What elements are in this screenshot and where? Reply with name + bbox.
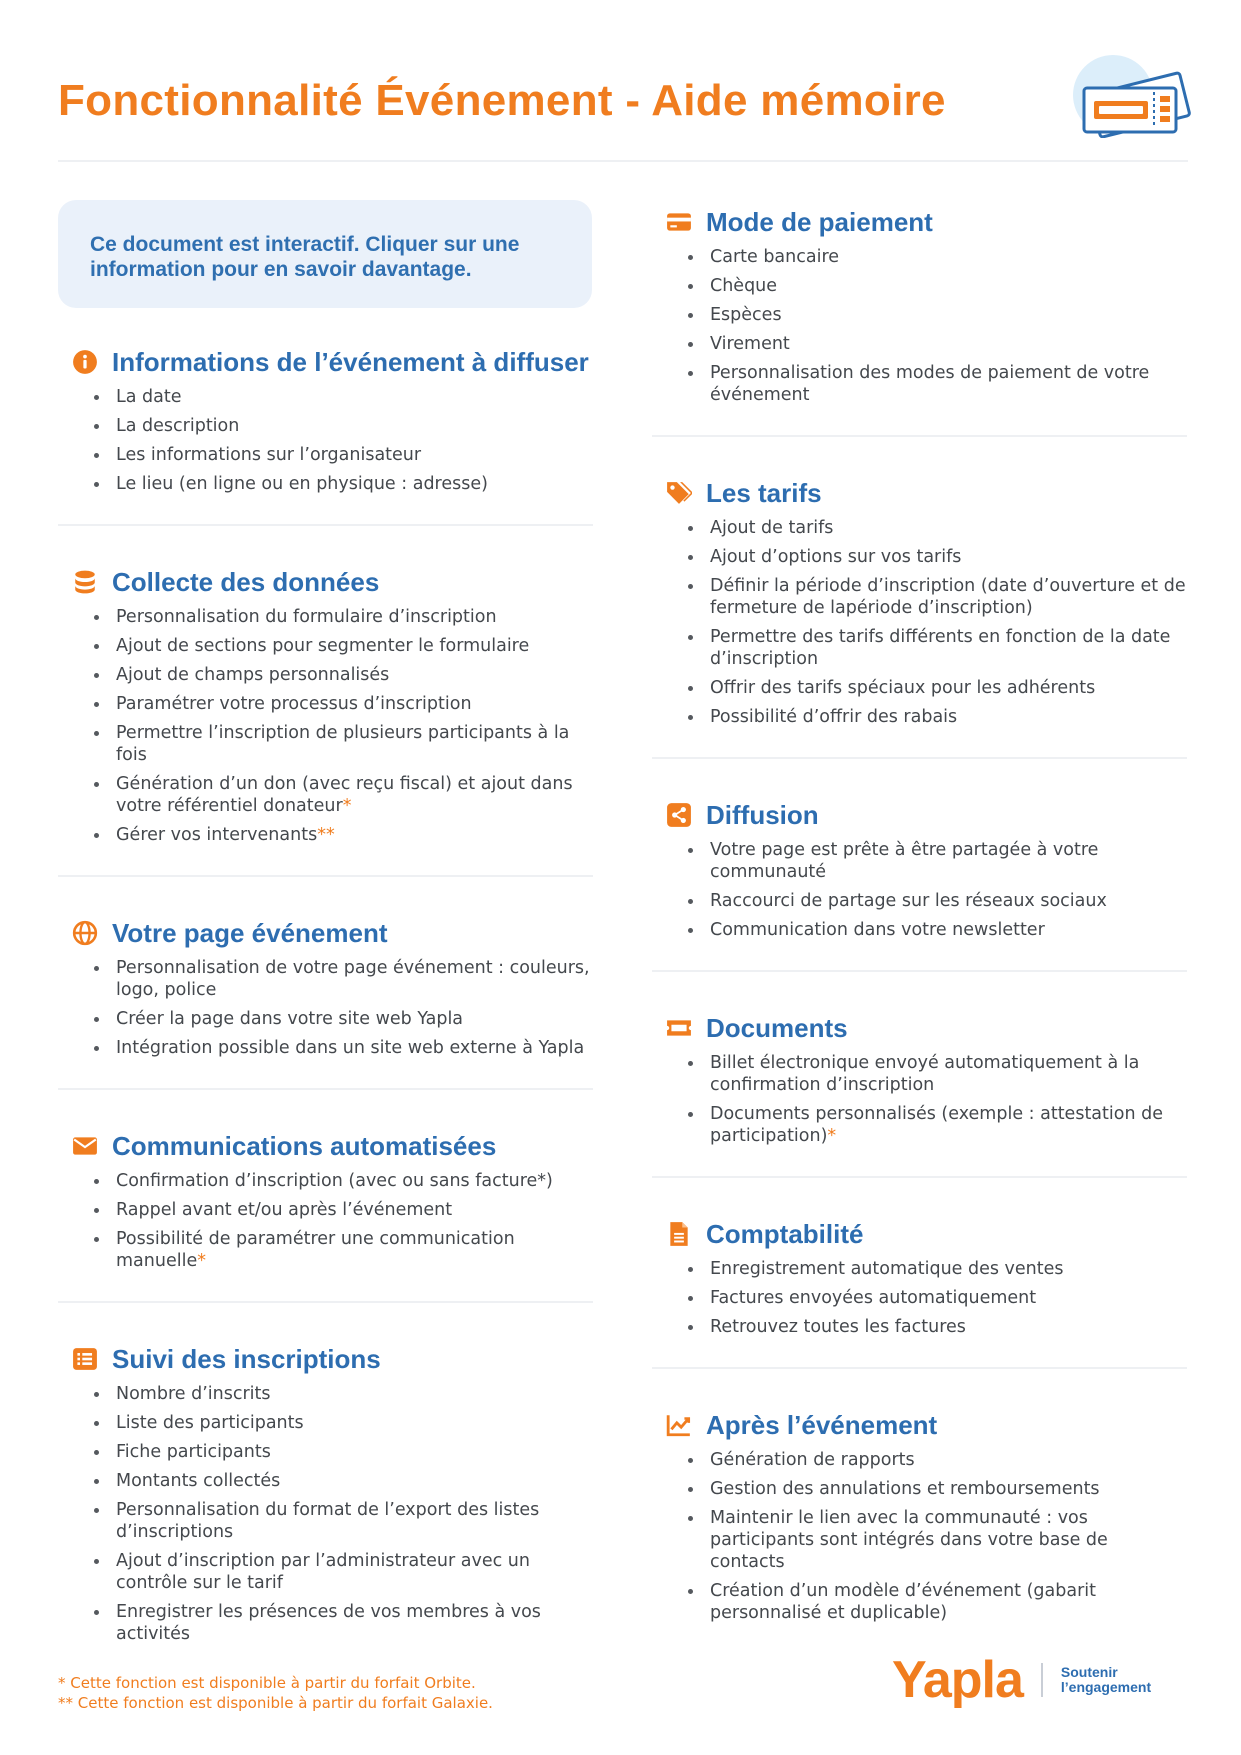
feature-item[interactable] — [94, 1441, 593, 1463]
section-les-tarifs — [652, 461, 1187, 759]
section-suivi-des-inscriptions — [58, 1327, 593, 1674]
feature-text: Permettre des tarifs différents en fonction de la date d’inscription — [710, 627, 1171, 669]
feature-text: Rappel avant et/ou après l’événement — [116, 1200, 453, 1220]
feature-item[interactable] — [94, 664, 593, 686]
section-header[interactable] — [652, 1405, 1187, 1445]
feature-item[interactable] — [94, 606, 593, 628]
feature-item[interactable] — [94, 635, 593, 657]
header-divider — [58, 160, 1188, 162]
envelope-icon — [72, 1133, 98, 1159]
section-header[interactable] — [652, 795, 1187, 835]
section-title: Diffusion — [706, 799, 819, 830]
feature-item[interactable] — [94, 1383, 593, 1405]
feature-item[interactable] — [688, 1258, 1187, 1280]
feature-item[interactable] — [94, 722, 593, 766]
feature-item[interactable] — [94, 824, 593, 846]
feature-item[interactable] — [94, 957, 593, 1001]
feature-list — [58, 606, 593, 846]
feature-text: Espèces — [710, 305, 782, 325]
feature-item[interactable] — [688, 546, 1187, 568]
feature-text: Personnalisation des modes de paiement de votre événement — [710, 363, 1150, 405]
section-header[interactable] — [58, 1339, 593, 1379]
feature-list — [652, 1052, 1187, 1147]
feature-item[interactable] — [688, 1316, 1187, 1338]
database-icon — [72, 569, 98, 595]
section-informations-de-l-evenement-a-diffuser — [58, 330, 593, 526]
section-header[interactable] — [58, 1126, 593, 1166]
section-title: Mode de paiement — [706, 206, 933, 237]
feature-item[interactable] — [688, 919, 1187, 941]
section-title: Documents — [706, 1012, 848, 1043]
section-header[interactable] — [652, 473, 1187, 513]
feature-item[interactable] — [94, 1170, 593, 1192]
feature-text: Raccourci de partage sur les réseaux sociaux — [710, 891, 1107, 911]
plan-asterisk: * — [197, 1251, 206, 1271]
feature-item[interactable] — [688, 1507, 1187, 1573]
intro-text: Ce document est interactif. Cliquer sur une information pour en savoir davantage. — [90, 233, 520, 281]
footnote-orbite: * Cette fonction est disponible à partir du forfait Orbite. — [58, 1674, 476, 1692]
feature-item[interactable] — [688, 333, 1187, 355]
feature-item[interactable] — [688, 1478, 1187, 1500]
feature-text: Ajout de sections pour segmenter le formulaire — [116, 636, 530, 656]
section-header[interactable] — [652, 1214, 1187, 1254]
section-title: Les tarifs — [706, 477, 822, 508]
feature-text: Billet électronique envoyé automatiquement à la confirmation d’inscription — [710, 1053, 1140, 1095]
feature-text: Nombre d’inscrits — [116, 1384, 271, 1404]
feature-text: Liste des participants — [116, 1413, 304, 1433]
feature-text: Chèque — [710, 276, 778, 296]
feature-item[interactable] — [688, 517, 1187, 539]
section-mode-de-paiement — [652, 190, 1187, 437]
section-header[interactable] — [652, 202, 1187, 242]
feature-text: La description — [116, 416, 240, 436]
feature-item[interactable] — [688, 275, 1187, 297]
section-documents — [652, 996, 1187, 1178]
feature-text: Personnalisation de votre page événement : couleurs, logo, police — [116, 958, 590, 1000]
section-comptabilite — [652, 1202, 1187, 1369]
feature-text: Permettre l’inscription de plusieurs participants à la fois — [116, 723, 570, 765]
feature-item[interactable] — [688, 304, 1187, 326]
feature-text: Intégration possible dans un site web externe à Yapla — [116, 1038, 585, 1058]
feature-list — [652, 246, 1187, 406]
logo-divider — [1041, 1663, 1043, 1697]
tags-icon — [666, 480, 692, 506]
left-column — [58, 330, 593, 1674]
section-title: Comptabilité — [706, 1218, 864, 1249]
feature-list — [58, 1383, 593, 1645]
logo-tagline: Soutenir l’engagement — [1060, 1664, 1152, 1695]
feature-text: Offrir des tarifs spéciaux pour les adhérents — [710, 678, 1096, 698]
feature-item[interactable] — [94, 1008, 593, 1030]
feature-text: Ajout d’inscription par l’administrateur avec un contrôle sur le tarif — [116, 1551, 530, 1593]
feature-item[interactable] — [688, 706, 1187, 728]
feature-text: Possibilité de paramétrer une communication manuelle — [116, 1229, 515, 1271]
plan-asterisk: ** — [317, 825, 335, 845]
footnote-galaxie: ** Cette fonction est disponible à partir du forfait Galaxie. — [58, 1694, 493, 1712]
feature-item[interactable] — [688, 1287, 1187, 1309]
feature-text: Confirmation d’inscription (avec ou sans facture*) — [116, 1171, 553, 1191]
feature-list — [58, 957, 593, 1059]
section-votre-page-evenement — [58, 901, 593, 1090]
feature-text: Personnalisation du format de l’export des listes d’inscriptions — [116, 1500, 540, 1542]
chart-line-icon — [666, 1412, 692, 1438]
feature-text: Ajout d’options sur vos tarifs — [710, 547, 962, 567]
feature-list — [58, 1170, 593, 1272]
feature-item[interactable] — [94, 1550, 593, 1594]
feature-text: Retrouvez toutes les factures — [710, 1317, 966, 1337]
feature-item[interactable] — [688, 839, 1187, 883]
feature-item[interactable] — [94, 1470, 593, 1492]
feature-text: Définir la période d’inscription (date d’ouverture et de fermeture de lapériode d’inscription) — [710, 576, 1186, 618]
feature-item[interactable] — [688, 677, 1187, 699]
section-apres-l-evenement — [652, 1393, 1187, 1653]
feature-item[interactable] — [688, 626, 1187, 670]
section-header[interactable] — [58, 913, 593, 953]
feature-item[interactable] — [94, 1037, 593, 1059]
feature-item[interactable] — [94, 693, 593, 715]
plan-asterisk: * — [342, 796, 352, 816]
yapla-logo[interactable] — [892, 1650, 1151, 1710]
feature-text: Gestion des annulations et remboursements — [710, 1479, 1100, 1499]
section-header[interactable] — [652, 1008, 1187, 1048]
feature-item[interactable] — [94, 444, 593, 466]
section-communications-automatisees — [58, 1114, 593, 1303]
feature-text: Documents personnalisés (exemple : attestation de participation) — [710, 1104, 1163, 1146]
list-icon — [72, 1346, 98, 1372]
feature-text: La date — [116, 387, 182, 407]
feature-list — [652, 517, 1187, 728]
feature-text: Carte bancaire — [710, 247, 840, 267]
feature-item[interactable] — [94, 773, 593, 817]
feature-text: Création d’un modèle d’événement (gabarit personnalisé et duplicable) — [710, 1581, 1096, 1623]
section-title: Communications automatisées — [112, 1130, 497, 1161]
feature-text: Enregistrer les présences de vos membres à vos activités — [116, 1602, 541, 1644]
feature-list — [652, 839, 1187, 941]
feature-text: Ajout de tarifs — [710, 518, 834, 538]
feature-text: Génération de rapports — [710, 1450, 915, 1470]
feature-item[interactable] — [94, 1601, 593, 1645]
section-title: Suivi des inscriptions — [112, 1343, 381, 1374]
feature-text: Paramétrer votre processus d’inscription — [116, 694, 472, 714]
feature-text: Montants collectés — [116, 1471, 281, 1491]
feature-item[interactable] — [94, 473, 593, 495]
section-header[interactable] — [58, 562, 593, 602]
feature-text: Communication dans votre newsletter — [710, 920, 1045, 940]
info-circle-icon — [72, 349, 98, 375]
section-collecte-des-donnees — [58, 550, 593, 877]
feature-item[interactable] — [94, 415, 593, 437]
feature-text: Virement — [710, 334, 790, 354]
feature-item[interactable] — [94, 1499, 593, 1543]
page-title: Fonctionnalité Événement - Aide mémoire — [58, 76, 946, 125]
feature-item[interactable] — [94, 1199, 593, 1221]
section-title: Après l’événement — [706, 1409, 938, 1440]
section-diffusion — [652, 783, 1187, 972]
feature-text: Personnalisation du formulaire d’inscription — [116, 607, 497, 627]
feature-item[interactable] — [688, 1580, 1187, 1624]
feature-text: Possibilité d’offrir des rabais — [710, 707, 958, 727]
logo-wordmark: Yapla — [892, 1651, 1023, 1709]
feature-text: Les informations sur l’organisateur — [116, 445, 422, 465]
feature-item[interactable] — [688, 1449, 1187, 1471]
section-title: Votre page événement — [112, 917, 388, 948]
feature-text: Ajout de champs personnalisés — [116, 665, 390, 685]
feature-item[interactable] — [688, 890, 1187, 912]
feature-item[interactable] — [94, 1228, 593, 1272]
ticket-icon — [666, 1015, 692, 1041]
section-title: Collecte des données — [112, 566, 380, 597]
feature-text: Votre page est prête à être partagée à votre communauté — [710, 840, 1099, 882]
share-icon — [666, 802, 692, 828]
ticket-illustration-icon — [1066, 52, 1196, 138]
feature-text: Maintenir le lien avec la communauté : vos participants sont intégrés dans votre base de contacts — [710, 1508, 1108, 1572]
footnotes — [58, 1673, 493, 1713]
feature-text: Créer la page dans votre site web Yapla — [116, 1009, 464, 1029]
feature-item[interactable] — [94, 1412, 593, 1434]
feature-item[interactable] — [688, 362, 1187, 406]
feature-item[interactable] — [688, 1052, 1187, 1096]
section-title: Informations de l’événement à diffuser — [112, 346, 589, 377]
feature-item[interactable] — [94, 386, 593, 408]
credit-card-icon — [666, 209, 692, 235]
feature-item[interactable] — [688, 246, 1187, 268]
intro-callout — [58, 200, 592, 308]
section-header[interactable] — [58, 342, 593, 382]
feature-text: Enregistrement automatique des ventes — [710, 1259, 1064, 1279]
feature-list — [58, 386, 593, 495]
feature-text: Factures envoyées automatiquement — [710, 1288, 1037, 1308]
feature-text: Gérer vos intervenants — [116, 825, 318, 845]
globe-icon — [72, 920, 98, 946]
right-column — [652, 190, 1187, 1653]
feature-item[interactable] — [688, 1103, 1187, 1147]
feature-list — [652, 1258, 1187, 1338]
plan-asterisk: * — [827, 1126, 837, 1146]
feature-item[interactable] — [688, 575, 1187, 619]
feature-text: Génération d’un don (avec reçu fiscal) et ajout dans votre référentiel donateur — [116, 774, 573, 816]
feature-text: Le lieu (en ligne ou en physique : adresse) — [116, 474, 488, 494]
file-icon — [666, 1221, 692, 1247]
feature-list — [652, 1449, 1187, 1624]
feature-text: Fiche participants — [116, 1442, 271, 1462]
